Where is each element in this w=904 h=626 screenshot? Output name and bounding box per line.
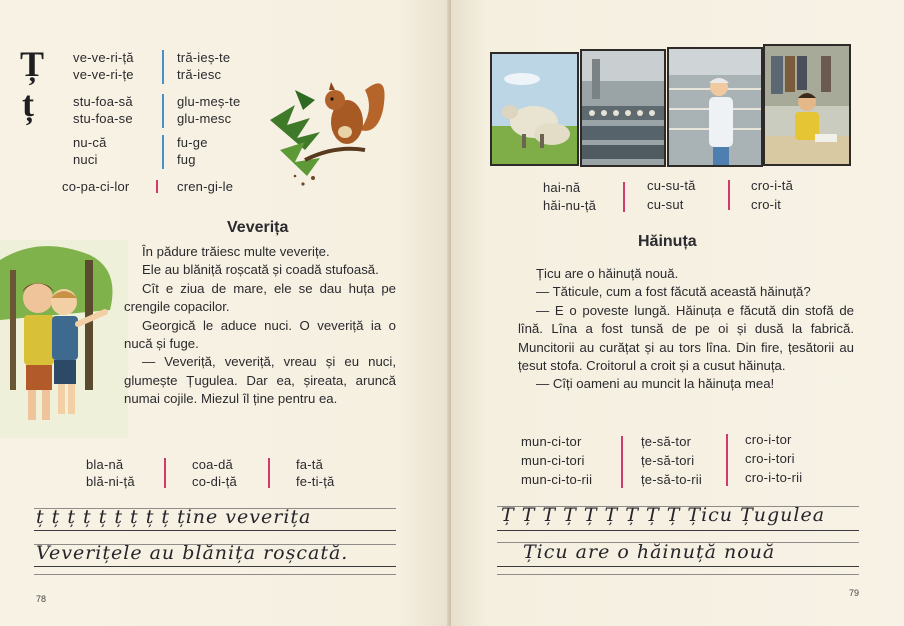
divider-pink	[726, 434, 728, 486]
word: cro-it	[751, 197, 782, 212]
bottom-word: mun-ci-to-rii	[521, 472, 593, 487]
bottom-word: țe-să-to-rii	[641, 472, 702, 487]
bottom-word: cro-i-to-rii	[745, 470, 803, 485]
page-number: 78	[36, 594, 47, 604]
syllable: glu-mesc	[177, 111, 232, 126]
divider-blue	[162, 94, 164, 128]
tailor-picture	[763, 44, 851, 166]
bottom-word: mun-ci-tor	[521, 434, 582, 449]
paragraph-line: Țicu are o hăinuță nouă.	[536, 266, 679, 281]
word: cro-i-tă	[751, 178, 794, 193]
bottom-word: cro-i-tor	[745, 432, 792, 447]
paragraph-line: Georgică le aduce nuci. O veveriță ia o nucă și fuge.	[124, 317, 396, 352]
children-illustration	[0, 240, 128, 438]
squirrel-illustration	[265, 50, 400, 190]
bottom-word: co-di-ță	[192, 474, 237, 489]
lesson-paragraph	[124, 243, 396, 409]
bottom-word: fa-tă	[296, 457, 324, 472]
divider-pink	[623, 182, 625, 212]
paragraph-line: — Veveriță, veveriță, vreau și eu nuci, glumește Țugulea. Dar ea, șireata, aruncă numai cojile. Miezul îl ține pentru ea.	[124, 354, 396, 407]
paragraph-line: — Cîți oameni au muncit la hăinuța mea!	[536, 376, 775, 392]
bottom-word: mun-ci-tori	[521, 453, 585, 468]
syllable: fu-ge	[177, 135, 208, 150]
divider-blue	[162, 50, 164, 84]
syllable: tră-ieș-te	[177, 50, 231, 65]
paragraph-line: În pădure trăiesc multe veverițe.	[142, 244, 330, 259]
word: hăi-nu-ță	[543, 198, 597, 213]
lesson-paragraph	[518, 265, 854, 394]
lesson-title: Veverița	[227, 219, 289, 236]
lesson-title: Hăinuța	[638, 233, 697, 250]
divider-pink	[156, 180, 158, 193]
syllable: co-pa-ci-lor	[62, 179, 130, 194]
syllable: nuci	[73, 152, 98, 167]
right-page	[451, 0, 904, 626]
syllable: glu-meș-te	[177, 94, 241, 109]
bottom-word: țe-să-tori	[641, 453, 695, 468]
syllable: stu-foa-se	[73, 111, 133, 126]
big-letter-uppercase: Ț	[20, 44, 45, 84]
divider-pink	[164, 458, 166, 488]
left-page	[0, 0, 450, 626]
bottom-word: coa-dă	[192, 457, 233, 472]
bottom-word: blă-ni-ță	[86, 474, 135, 489]
page-number: 79	[849, 588, 860, 598]
syllable: cren-gi-le	[177, 179, 234, 194]
paragraph-line: Cît e ziua de mare, ele se dau huța pe crengile copacilor.	[124, 280, 396, 315]
syllable: fug	[177, 152, 196, 167]
cursive-line: ț ț ț ț ț ț ț ț ț ține veverița	[36, 506, 312, 528]
syllable: stu-foa-să	[73, 94, 133, 109]
handwriting-lines	[497, 496, 859, 580]
cursive-line: Veverițele au blănița roșcată.	[36, 542, 349, 564]
handwriting-lines	[34, 500, 396, 580]
paragraph-line: Ele au blăniță roșcată și coadă stufoasă.	[142, 262, 379, 278]
syllable: tră-iesc	[177, 67, 222, 82]
divider-pink	[728, 180, 730, 210]
divider-pink	[268, 458, 270, 488]
word: cu-sut	[647, 197, 684, 212]
paragraph-line: — E o poveste lungă. Hăinuța e făcută din stofă de lînă. Lîna a fost tunsă de pe oi și dusă la fabrică. Muncitorii au curățat și au tors lîna. Din fire, țesătorii au țesut stofa. Croitorul a croit și a cusut hăinuța.	[518, 302, 854, 374]
sheep-picture	[490, 52, 579, 166]
paragraph-line: — Tăticule, cum a fost făcută această hăinuță?	[536, 284, 811, 300]
bottom-word: cro-i-tori	[745, 451, 795, 466]
big-letter-lowercase: ț	[22, 84, 34, 124]
factory-picture	[580, 49, 666, 167]
divider-blue	[162, 135, 164, 169]
spinning-picture	[667, 47, 763, 167]
word: cu-su-tă	[647, 178, 696, 193]
divider-pink	[621, 436, 623, 488]
cursive-line: Țicu are o hăinuță nouă	[523, 541, 776, 563]
bottom-word: bla-nă	[86, 457, 124, 472]
syllable: nu-că	[73, 135, 107, 150]
syllable: ve-ve-ri-ță	[73, 50, 134, 65]
bottom-word: fe-ti-ță	[296, 474, 335, 489]
cursive-line: Ț Ț Ț Ț Ț Ț Ț Ț Ț Țicu Țugulea	[501, 504, 826, 526]
syllable: ve-ve-ri-țe	[73, 67, 134, 82]
bottom-word: țe-să-tor	[641, 434, 692, 449]
word: hai-nă	[543, 180, 581, 195]
